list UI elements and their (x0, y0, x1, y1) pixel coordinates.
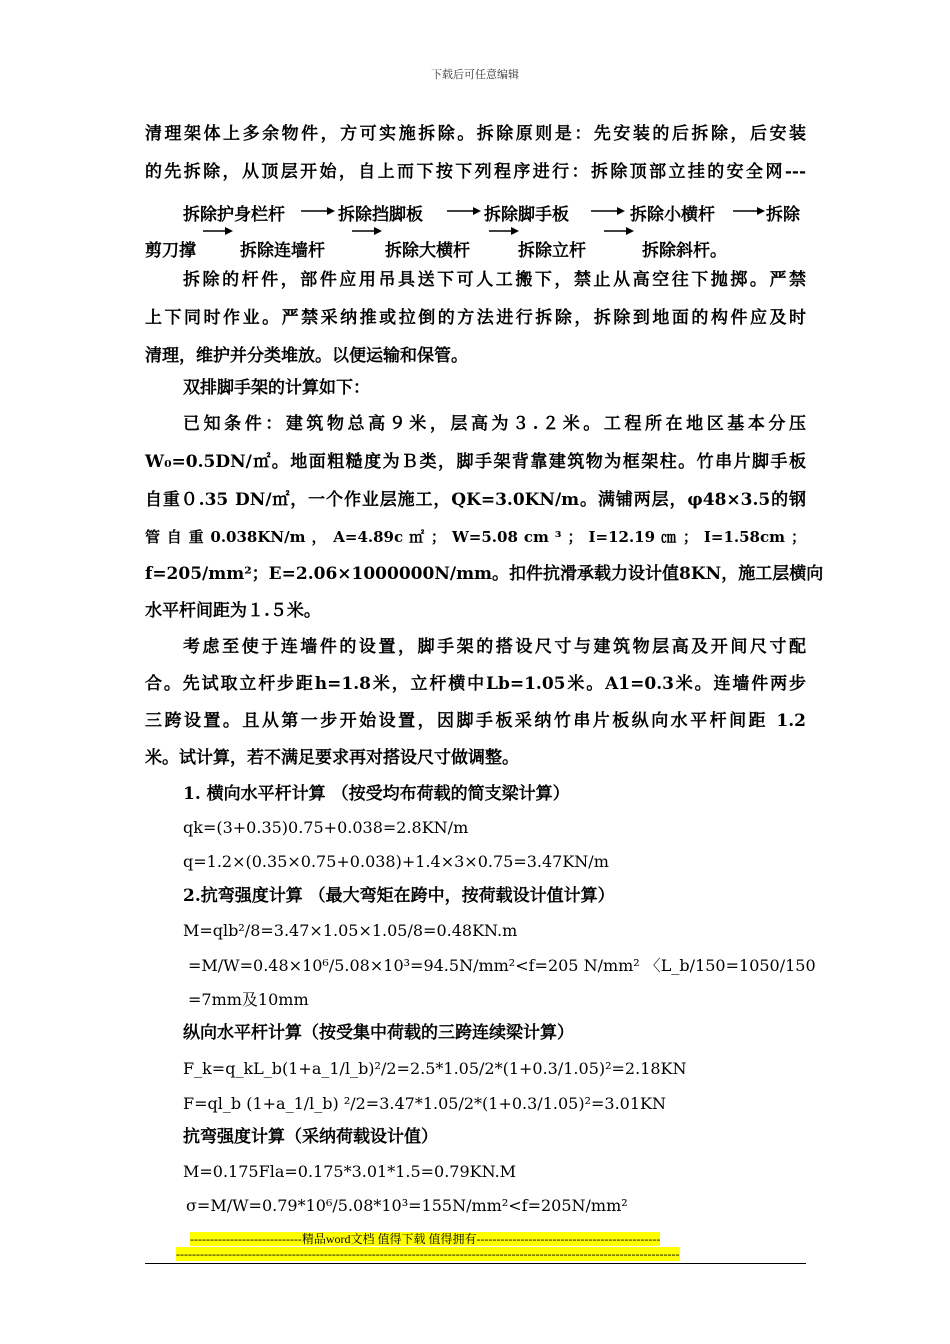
paragraph-line: 清理架体上多余物件，方可实施拆除。拆除原则是：先安装的后拆除，后安装 (145, 124, 806, 144)
paragraph-line: 米。试计算，若不满足要求再对搭设尺寸做调整。 (145, 748, 519, 768)
paragraph-line: f=205/mm²；E=2.06×1000000N/mm。扣件抗滑承载力设计值8KN，施工层横向 (145, 564, 824, 584)
arrow-right-icon (299, 204, 337, 218)
header-note: 下载后可任意编辑 (431, 68, 519, 81)
paragraph-line: 已知条件：建筑物总高９米，层高为３.２米。工程所在地区基本分压 (183, 414, 806, 434)
paragraph-line: 水平杆间距为１.５米。 (145, 601, 321, 621)
paragraph-line: 管 自 重 0.038KN/m ， A=4.89c ㎡ ； W=5.08 cm ³ ； I=12.19 ㎝ ； I=1.58cm ； (145, 528, 806, 546)
calc-heading: 1. 横向水平杆计算 （按受均布荷载的简支梁计算） (183, 784, 570, 804)
paragraph-line: 自重０.35 DN/㎡，一个作业层施工，QK=3.0KN/m。满铺两层，φ48×3.5的钢 (145, 490, 806, 510)
footer-banner: ----------------------------精品word文档 值得下载 值得拥有---------------------------------------------- (190, 1232, 661, 1246)
flow-step: 拆除小横杆 (630, 205, 715, 225)
arrow-right-icon (602, 224, 636, 238)
flow-step: 拆除挡脚板 (338, 205, 423, 225)
flow-step: 剪刀撑 (145, 241, 196, 261)
flow-step: 拆除斜杆。 (642, 241, 727, 261)
calc-formula: M=qlb²/8=3.47×1.05×1.05/8=0.48KN.m (183, 921, 518, 940)
calc-heading: 抗弯强度计算（采纳荷载设计值） (183, 1127, 438, 1147)
arrow-right-icon (589, 204, 627, 218)
paragraph-line: 上下同时作业。严禁采纳推或拉倒的方法进行拆除，拆除到地面的构件应及时 (145, 308, 806, 328)
paragraph-line: 的先拆除，从顶层开始，自上而下按下列程序进行：拆除顶部立挂的安全网--- (145, 162, 806, 182)
arrow-right-icon (350, 224, 384, 238)
calc-formula: σ=M/W=0.79*10⁶/5.08*10³=155N/mm²<f=205N/mm² (186, 1196, 628, 1215)
arrow-right-icon (445, 204, 483, 218)
flow-step: 拆除护身栏杆 (183, 205, 285, 225)
flow-step: 拆除 (766, 205, 800, 225)
flow-step: 拆除脚手板 (484, 205, 569, 225)
flow-step: 拆除连墙杆 (240, 241, 325, 261)
arrow-right-icon (201, 224, 235, 238)
footer-divider (145, 1263, 806, 1264)
calc-formula: F=ql_b (1+a_1/l_b) ²/2=3.47*1.05/2*(1+0.3/1.05)²=3.01KN (183, 1094, 666, 1113)
paragraph-line: 考虑至使于连墙件的设置，脚手架的搭设尺寸与建筑物层高及开间尺寸配 (183, 637, 806, 657)
paragraph-line: 合。先试取立杆步距h=1.8米，立杆横中Lb=1.05米。A1=0.3米。连墙件两步 (145, 674, 806, 694)
flow-step: 拆除大横杆 (385, 241, 470, 261)
flow-step: 拆除立杆 (518, 241, 586, 261)
calc-formula: M=0.175Fla=0.175*3.01*1.5=0.79KN.M (183, 1162, 517, 1181)
calc-formula: F_k=q_kL_b(1+a_1/l_b)²/2=2.5*1.05/2*(1+0.3/1.05)²=2.18KN (183, 1059, 687, 1078)
footer-banner-rule: ------------------------------------------------------------------------------------------------------------------------------ (176, 1247, 680, 1261)
calc-formula: =7mm及10mm (188, 990, 309, 1009)
paragraph-line: 拆除的杆件，部件应用吊具送下可人工搬下，禁止从高空往下抛掷。严禁 (183, 270, 806, 290)
paragraph-line: W₀=0.5DN/㎡。地面粗糙度为Ｂ类，脚手架背靠建筑物为框架柱。竹串片脚手板 (145, 452, 806, 472)
calc-heading: 2.抗弯强度计算 （最大弯矩在跨中，按荷载设计值计算） (183, 886, 615, 906)
section-heading: 双排脚手架的计算如下： (183, 378, 370, 398)
calc-formula: q=1.2×(0.35×0.75+0.038)+1.4×3×0.75=3.47KN/m (183, 852, 609, 871)
calc-formula: =M/W=0.48×10⁶/5.08×10³=94.5N/mm²<f=205 N/mm² 〈L_b/150=1050/150 (188, 956, 816, 975)
paragraph-line: 清理，维护并分类堆放。以便运输和保管。 (145, 346, 468, 366)
paragraph-line: 三跨设置。且从第一步开始设置，因脚手板采纳竹串片板纵向水平杆间距 1.2 (145, 711, 806, 731)
arrow-right-icon (487, 224, 521, 238)
calc-formula: qk=(3+0.35)0.75+0.038=2.8KN/m (183, 818, 469, 837)
arrow-right-icon (731, 204, 767, 218)
calc-heading: 纵向水平杆计算（按受集中荷载的三跨连续梁计算） (183, 1023, 574, 1043)
